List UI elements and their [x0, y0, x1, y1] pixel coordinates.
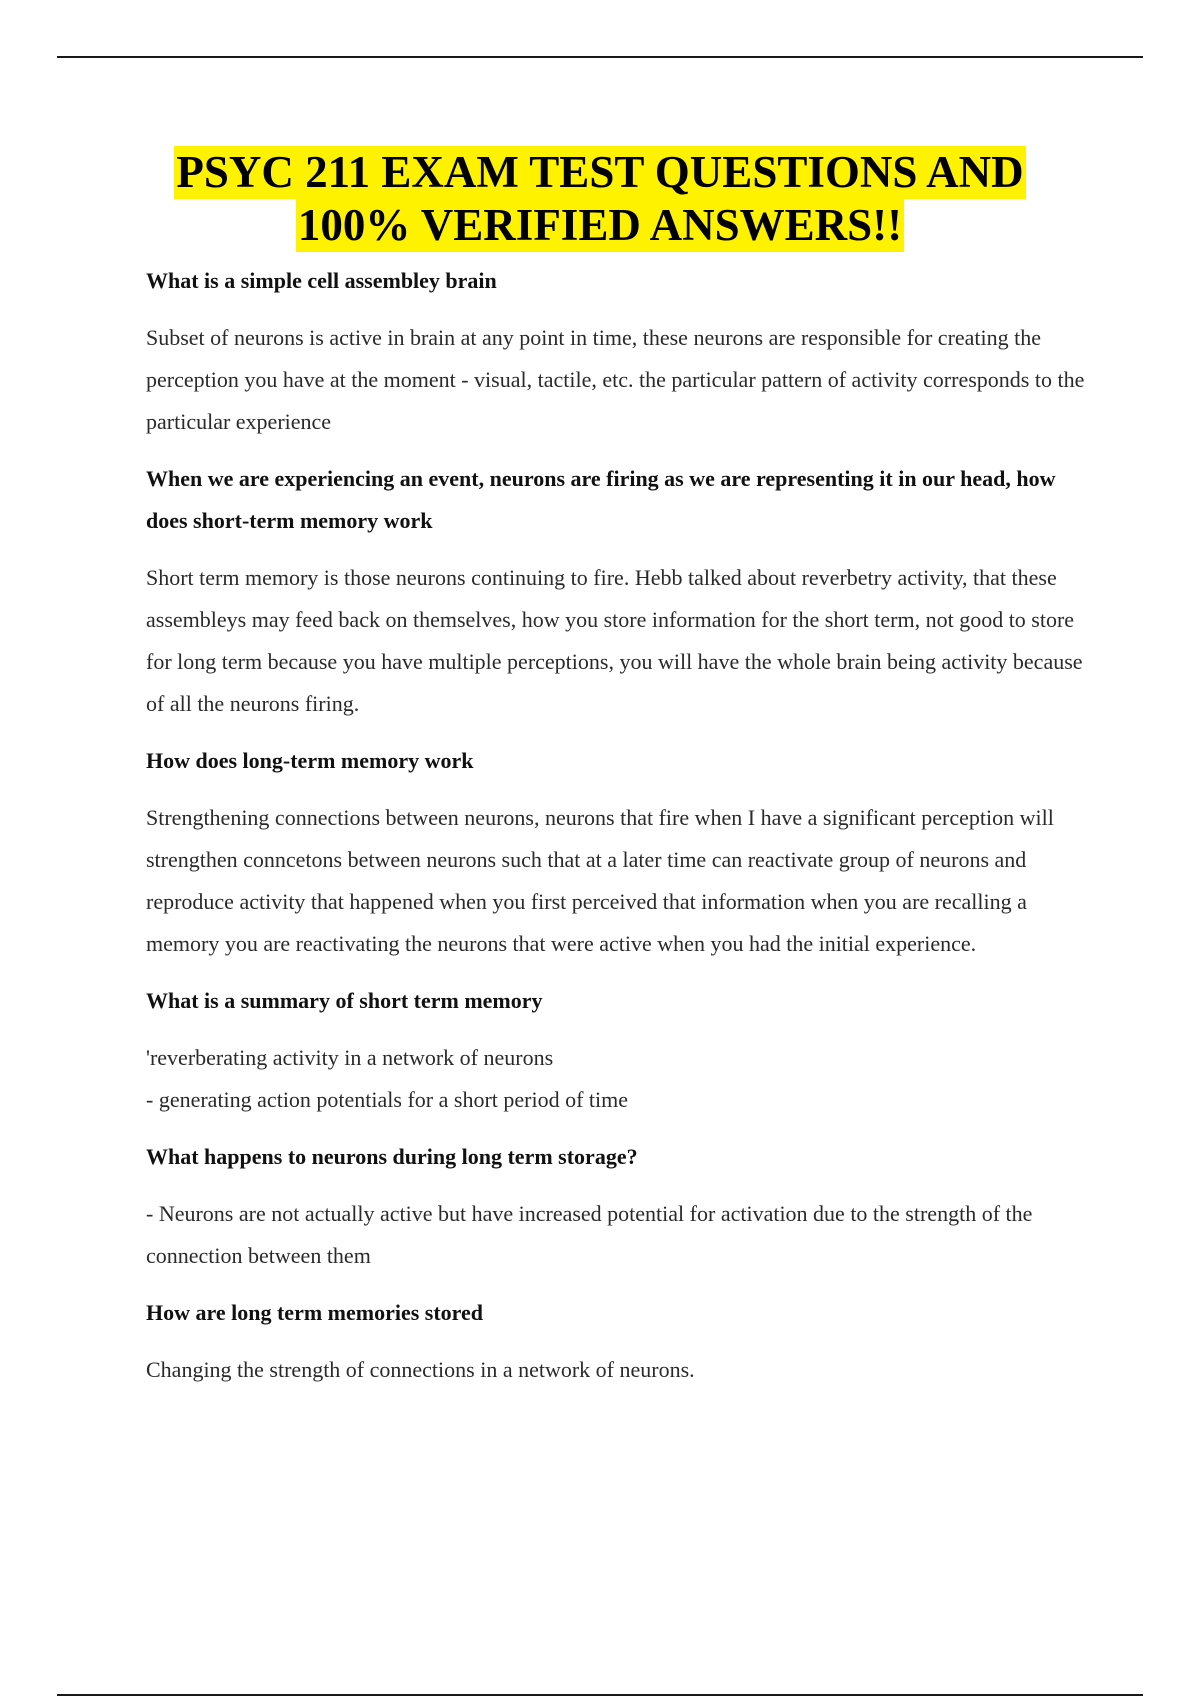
qa-item	[146, 980, 1096, 1121]
answer-text: - Neurons are not actually active but have increased potential for activation due to the strength of the connection between them	[146, 1201, 1033, 1268]
answer-text: Short term memory is those neurons continuing to fire. Hebb talked about reverbetry activity, that these assembleys may feed back on themselves, how you store information for the short term, not good to store for long term because you have multiple perceptions, you will have the whole brain being activity because of all the neurons firing.	[146, 565, 1083, 716]
qa-item	[146, 740, 1096, 965]
question-text: How are long term memories stored	[146, 1300, 484, 1325]
question-text: How does long-term memory work	[146, 748, 474, 773]
title-line-1: PSYC 211 EXAM TEST QUESTIONS AND	[176, 147, 1024, 197]
answer-text: Strengthening connections between neurons, neurons that fire when I have a significant perception will strengthen conncetons between neurons such that at a later time can reactivate group of neurons and reproduce activity that happened when you first perceived that information when you are recalling a memory you are reactivating the neurons that were active when you had the initial experience.	[146, 805, 1054, 956]
title-line-2: 100% VERIFIED ANSWERS!!	[297, 200, 903, 250]
answer-text	[146, 1037, 1096, 1121]
qa-item	[146, 1136, 1096, 1277]
qa-item	[146, 1292, 1096, 1391]
answer-line: - generating action potentials for a short period of time	[146, 1087, 629, 1112]
question-text: What is a summary of short term memory	[146, 988, 543, 1013]
question-text: What happens to neurons during long term storage?	[146, 1144, 638, 1169]
question-text: When we are experiencing an event, neurons are firing as we are representing it in our head, how does short-term memory work	[146, 466, 1056, 533]
qa-item	[146, 458, 1096, 725]
document-title	[0, 146, 1200, 252]
question-text: What is a simple cell assembley brain	[146, 268, 497, 293]
qa-item	[146, 260, 1096, 443]
top-rule	[57, 56, 1143, 58]
answer-text: Changing the strength of connections in a network of neurons.	[146, 1357, 695, 1382]
qa-list	[146, 260, 1096, 1406]
bottom-rule	[57, 1694, 1143, 1696]
answer-line: 'reverberating activity in a network of neurons	[146, 1045, 554, 1070]
answer-text: Subset of neurons is active in brain at any point in time, these neurons are responsible for creating the perception you have at the moment - visual, tactile, etc. the particular pattern of activity corresponds to the particular experience	[146, 325, 1085, 434]
